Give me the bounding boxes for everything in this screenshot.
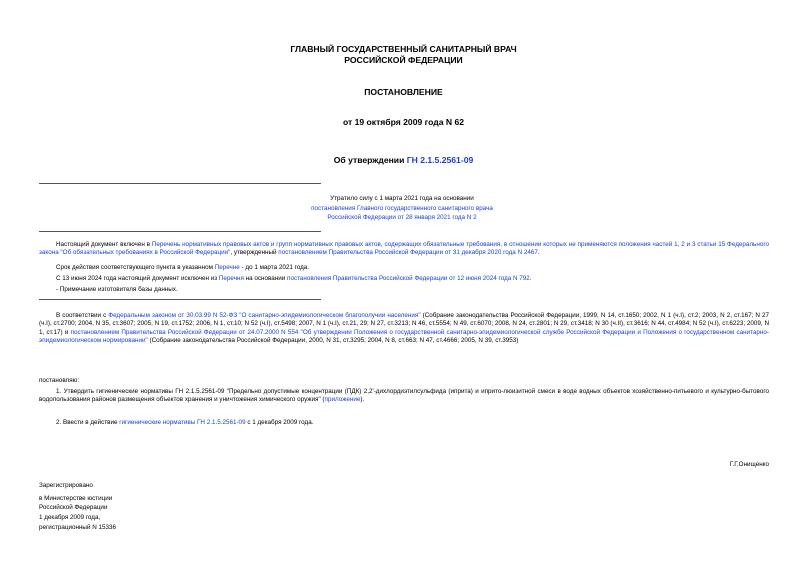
government-decree-2467-link[interactable]: постановлением Правительства Российской Федерации от 31 декабря 2020 года N 2467: [278, 249, 538, 257]
body-text: (Собрание законодательства Российской Федерации, 1999, N 14, ст.1650; 2002, N 1 (ч.I), ст.2; 2003, N 2, ст.167; N 27 (ч.I), ст.2700; 2004, N 35, ст.3607; 2005, N 19, ст.1752; 2006, N 1, ст.10; N 52 (ч.I), ст.5498; 2007, N 1 (ч.I), ст.21, 29; N 27, ст.3213; N 46, ст.5554; N 49, ст.6070; 2008, N 24, ст.2801; N 29, ст.3418; N 30 (ч.II), ст.3616; N 44, ст.4984; N 52 (ч.I), ст.6223; 2009, N 1, ст.17) и: [39, 312, 770, 336]
hygienic-standards-link[interactable]: гигиенические нормативы ГН 2.1.5.2561-09: [119, 419, 246, 426]
note-text: Настоящий документ включен в: [56, 241, 152, 248]
note-text: Срок действия соответствующего пункта в указанном: [56, 264, 215, 271]
perechen-link[interactable]: Перечень нормативных правовых актов и групп нормативных правовых актов, содержащих обязательные требования, в отношении которых не применяются положения частей 1, 2 и 3 статьи 15 Федерального закона "Об обязательных требованиях в Российской Федерации": [39, 241, 769, 257]
registration-line: Зарегистрировано: [39, 482, 93, 489]
federal-law-52fz-link[interactable]: Федеральным законом от 30.03.99 N 52-ФЗ "О санитарно-эпидемиологическом благополучии населения": [108, 312, 421, 319]
body-text: ).: [360, 396, 365, 404]
registration-line: Российской Федерации: [39, 504, 108, 512]
issuer-title-line2: РОССИЙСКОЙ ФЕДЕРАЦИИ: [344, 55, 463, 65]
document-date: от 19 октября 2009 года N 62: [342, 117, 465, 127]
item-1: [39, 388, 769, 405]
note-text: , утвержденный: [230, 249, 279, 257]
expiry-note-line: Утратило силу с 1 марта 2021 года на основании: [330, 195, 474, 202]
perechen-link-2[interactable]: Перечня: [218, 275, 244, 282]
issuer-title-line1: ГЛАВНЫЙ ГОСУДАРСТВЕННЫЙ САНИТАРНЫЙ ВРАЧ: [290, 44, 517, 54]
editor-note-1: [39, 241, 769, 258]
separator-notes-top: [39, 231, 321, 232]
registration-line: в Министерстве юстиции: [39, 494, 113, 502]
preamble-paragraph: [39, 312, 769, 345]
editor-note-2: [56, 264, 769, 272]
body-text: с 1 декабря 2009 года.: [245, 419, 314, 426]
body-text: 1. Утвердить гигиенические нормативы ГН 2.1.5.2561-09 "Предельно допустимые концентрации (ПДК) 2,2'-дихлордиэтилсульфида (иприта) и иприто-люизитной смеси в воде водных объектов хозяйственно-питьевого и культурно-бытового водопользования районов размещения объектов хранения и уничтожения химического оружия" (: [39, 388, 769, 404]
subject-link[interactable]: ГН 2.1.5.2561-09: [406, 155, 474, 165]
body-text: (Собрание законодательства Российской Федерации, 2000, N 31, ст.3295; 2004, N 8, ст.663; N 47, ст.4666; 2005, N 39, ст.3953): [147, 336, 519, 344]
expiry-note: [262, 194, 542, 223]
note-text: - до 1 марта 2021 года.: [239, 264, 310, 271]
perechen-short-link[interactable]: Перечне: [214, 264, 240, 271]
note-text: на основании: [243, 275, 288, 282]
note-text: .: [537, 249, 540, 257]
expiry-note-link-line2[interactable]: Российской Федерации от 28 января 2021 года N 2: [327, 214, 477, 221]
registration-line: 1 декабря 2009 года,: [39, 514, 101, 522]
body-text: В соответствии с: [56, 312, 109, 319]
registration-block: [39, 481, 239, 533]
government-decree-792-link[interactable]: постановления Правительства Российской Федерации от 12 июня 2024 года N 792: [287, 275, 530, 282]
editor-note-4: - Примечание изготовителя базы данных.: [56, 286, 178, 293]
note-text: С 13 июня 2024 года настоящий документ исключен из: [56, 275, 219, 282]
registration-line: регистрационный N 15336: [39, 523, 117, 531]
expiry-note-link-line1[interactable]: постановления Главного государственного санитарного врача: [311, 204, 493, 212]
appendix-link[interactable]: приложение: [324, 396, 361, 404]
body-text: 2. Ввести в действие: [56, 419, 120, 426]
signature: Г.Г.Онищенко: [729, 461, 769, 468]
document-type: ПОСТАНОВЛЕНИЕ: [364, 87, 443, 97]
resolution-word: постановляю:: [39, 377, 80, 384]
document-subject: [0, 155, 807, 166]
separator-notes-bottom: [39, 299, 321, 300]
item-2: [56, 419, 769, 427]
subject-prefix: Об утверждении: [333, 155, 407, 165]
government-decree-554-link[interactable]: постановлением Правительства Российской Федерации от 24.07.2000 N 554 "Об утверждении Положения о государственной санитарно-эпидемиологической службе Российской Федерации и Положения о государственном санитарно-эпидемиологическом нормировании": [39, 328, 769, 344]
note-text: .: [529, 275, 532, 282]
editor-note-3: [56, 275, 769, 283]
separator-top: [39, 183, 321, 184]
